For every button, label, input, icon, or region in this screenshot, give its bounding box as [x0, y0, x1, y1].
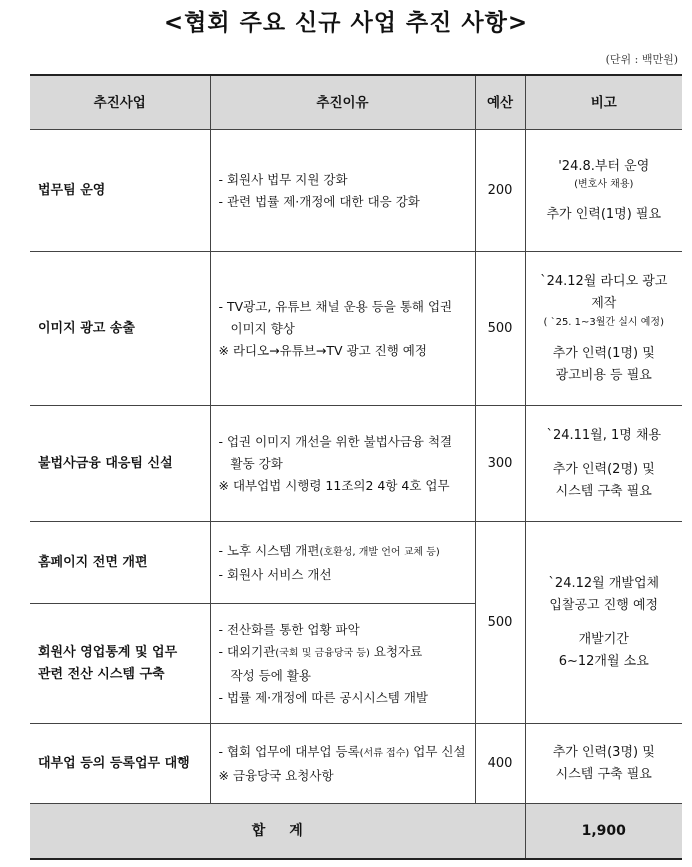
table-row: [30, 252, 682, 406]
reason-line: - TV광고, 유튜브 채널 운용 등을 통해 업권: [218, 298, 453, 314]
reason-line: ※ 금융당국 요청사항: [218, 767, 334, 783]
note-line: 추가 인력(1명) 및: [552, 345, 655, 361]
note-cell: [525, 130, 682, 252]
reason-cell: [210, 130, 475, 252]
reason-line: - 회원사 서비스 개선: [218, 566, 332, 582]
budget-cell: 200: [475, 130, 525, 252]
note-line: 개발기간: [578, 631, 629, 647]
unit-label: (단위 : 백만원): [605, 53, 678, 66]
budget-cell: 400: [475, 724, 525, 804]
reason-cell: [210, 522, 475, 604]
header-budget: 예산: [475, 75, 525, 130]
reason-line: 활동 강화: [230, 455, 283, 471]
reason-line: 이미지 향상: [230, 320, 295, 336]
note-line: 6~12개월 소요: [558, 653, 649, 669]
biz-name: 법무팀 운영: [30, 130, 210, 252]
biz-name: 불법사금융 대응팀 신설: [30, 406, 210, 522]
budget-cell: 500: [475, 252, 525, 406]
reason-line: ※ 라디오→유튜브→TV 광고 진행 예정: [218, 342, 427, 358]
note-line: `24.12월 개발업체: [548, 575, 660, 591]
reason-line: ※ 대부업법 시행령 11조의2 4항 4호 업무: [218, 477, 450, 493]
reason-line: - 대외기관(국회 및 금융당국 등) 요청자료: [218, 643, 423, 659]
note-line: 추가 인력(3명) 및: [552, 744, 655, 760]
project-table: [30, 74, 682, 860]
note-line: `24.11월, 1명 채용: [546, 427, 662, 443]
table-header-row: [30, 75, 682, 130]
reason-line: - 노후 시스템 개편(호환성, 개발 언어 교체 등): [218, 542, 440, 558]
reason-cell: [210, 604, 475, 724]
reason-line: - 회원사 법무 지원 강화: [218, 171, 348, 187]
note-line: 제작: [591, 295, 617, 311]
note-line: 입찰공고 진행 예정: [549, 597, 659, 613]
budget-cell: 500: [475, 522, 525, 724]
note-line: 추가 인력(1명) 필요: [546, 206, 662, 222]
reason-line: - 업권 이미지 개선을 위한 불법사금융 척결: [218, 433, 453, 449]
table-row: [30, 130, 682, 252]
table-row: [30, 724, 682, 804]
reason-cell: [210, 724, 475, 804]
budget-cell: 300: [475, 406, 525, 522]
reason-line: - 협회 업무에 대부업 등록(서류 접수) 업무 신설: [218, 743, 466, 759]
note-line: 추가 인력(2명) 및: [552, 461, 655, 477]
header-note: 비고: [525, 75, 682, 130]
total-row: [30, 804, 682, 860]
note-line: ( `25. 1~3월간 실시 예정): [543, 316, 664, 328]
note-cell: [525, 406, 682, 522]
reason-line: 작성 등에 활용: [230, 667, 311, 683]
note-line: '24.8.부터 운영: [558, 158, 650, 174]
note-cell: [525, 252, 682, 406]
page-title: <협회 주요 신규 사업 추진 사항>: [163, 10, 529, 36]
reason-cell: [210, 406, 475, 522]
table-row: [30, 406, 682, 522]
table-row: [30, 522, 682, 604]
total-label: 합계: [30, 804, 525, 860]
note-cell: [525, 522, 682, 724]
biz-name: 회원사 영업통계 및 업무 관련 전산 시스템 구축: [30, 604, 210, 724]
biz-name: 홈페이지 전면 개편: [30, 522, 210, 604]
note-line: (변호사 채용): [574, 178, 634, 190]
reason-line: - 관련 법률 제·개정에 대한 대응 강화: [218, 193, 420, 209]
header-biz: 추진사업: [30, 75, 210, 130]
reason-cell: [210, 252, 475, 406]
note-cell: [525, 724, 682, 804]
note-line: 광고비용 등 필요: [555, 367, 652, 383]
reason-line: - 법률 제·개정에 따른 공시시스템 개발: [218, 689, 428, 705]
total-value: 1,900: [525, 804, 682, 860]
note-line: 시스템 구축 필요: [555, 766, 652, 782]
note-line: 시스템 구축 필요: [555, 483, 652, 499]
biz-name: 대부업 등의 등록업무 대행: [30, 724, 210, 804]
header-reason: 추진이유: [210, 75, 475, 130]
reason-line: - 전산화를 통한 업황 파악: [218, 621, 360, 637]
biz-name: 이미지 광고 송출: [30, 252, 210, 406]
note-line: `24.12월 라디오 광고: [540, 273, 668, 289]
